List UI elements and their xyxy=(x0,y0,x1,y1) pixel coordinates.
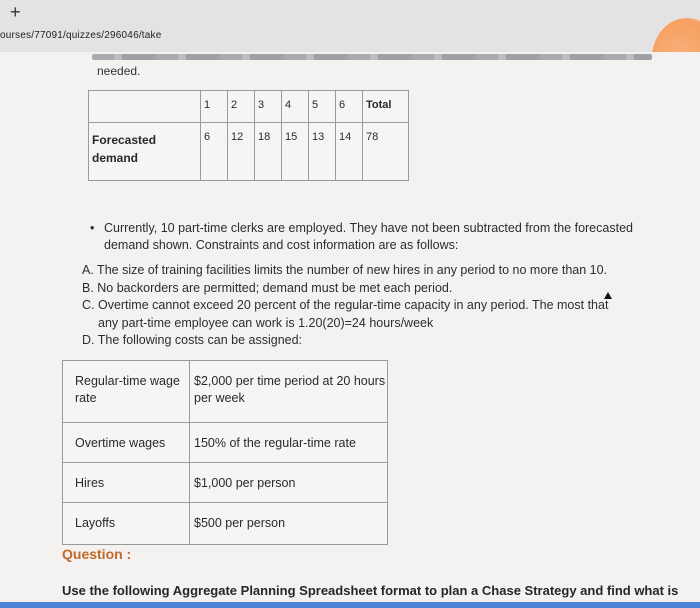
constraint-d: D. The following costs can be assigned: xyxy=(82,333,303,347)
cost-row xyxy=(63,361,388,423)
total-header: Total xyxy=(363,91,409,123)
cost-row xyxy=(63,423,388,463)
bullet-dot-icon: • xyxy=(90,221,95,235)
layoffs-label: Layoffs xyxy=(63,503,190,545)
cost-table xyxy=(62,360,388,545)
hires-label: Hires xyxy=(63,463,190,503)
constraints-list xyxy=(82,262,692,350)
demand-header-row xyxy=(89,91,409,123)
period-header: 6 xyxy=(336,91,363,123)
constraint-c-continued: any part-time employee can work is 1.20(20)=24 hours/week xyxy=(98,315,434,330)
period-header: 5 xyxy=(309,91,336,123)
mouse-cursor-icon xyxy=(604,292,612,299)
new-tab-plus-icon[interactable]: + xyxy=(10,2,21,22)
regular-wage-value: $2,000 per time period at 20 hours per week xyxy=(190,361,388,423)
demand-value: 14 xyxy=(336,123,363,181)
period-header: 3 xyxy=(255,91,282,123)
period-header: 2 xyxy=(228,91,255,123)
bullet-line: demand shown. Constraints and cost information are as follows: xyxy=(104,238,459,252)
demand-value: 13 xyxy=(309,123,336,181)
demand-total-value: 78 xyxy=(363,123,409,181)
period-header: 1 xyxy=(201,91,228,123)
demand-header-empty xyxy=(89,91,201,123)
demand-value: 15 xyxy=(282,123,309,181)
bullet-line xyxy=(90,220,690,237)
demand-value: 12 xyxy=(228,123,255,181)
hires-value: $1,000 per person xyxy=(190,463,388,503)
bullet-paragraph xyxy=(90,220,690,254)
constraint-c: C. Overtime cannot exceed 20 percent of the regular-time capacity in any period. The most that xyxy=(82,298,609,312)
demand-table xyxy=(88,90,409,181)
bullet-text: Currently, 10 part-time clerks are employed. They have not been subtracted from the forecasted xyxy=(104,221,633,235)
url-text[interactable]: ourses/77091/quizzes/296046/take xyxy=(0,30,162,41)
overtime-label: Overtime wages xyxy=(63,423,190,463)
forecasted-demand-label: Forecasted demand xyxy=(89,123,201,181)
bottom-blue-bar xyxy=(0,602,700,608)
period-header: 4 xyxy=(282,91,309,123)
demand-value-row xyxy=(89,123,409,181)
cost-row xyxy=(63,503,388,545)
constraint-a: A. The size of training facilities limits the number of new hires in any period to no more than 10. xyxy=(82,263,608,277)
demand-value: 18 xyxy=(255,123,282,181)
constraint-b: B. No backorders are permitted; demand must be met each period. xyxy=(82,280,453,295)
overtime-value: 150% of the regular-time rate xyxy=(190,423,388,463)
needed-text: needed. xyxy=(97,64,141,78)
question-text: Use the following Aggregate Planning Spreadsheet format to plan a Chase Strategy and find what is xyxy=(62,583,679,598)
demand-value: 6 xyxy=(201,123,228,181)
cost-row xyxy=(63,463,388,503)
layoffs-value: $500 per person xyxy=(190,503,388,545)
regular-wage-label: Regular-time wage rate xyxy=(63,361,190,423)
cropped-text-line xyxy=(92,54,652,60)
question-heading: Question : xyxy=(62,546,132,562)
browser-bar xyxy=(0,0,700,52)
